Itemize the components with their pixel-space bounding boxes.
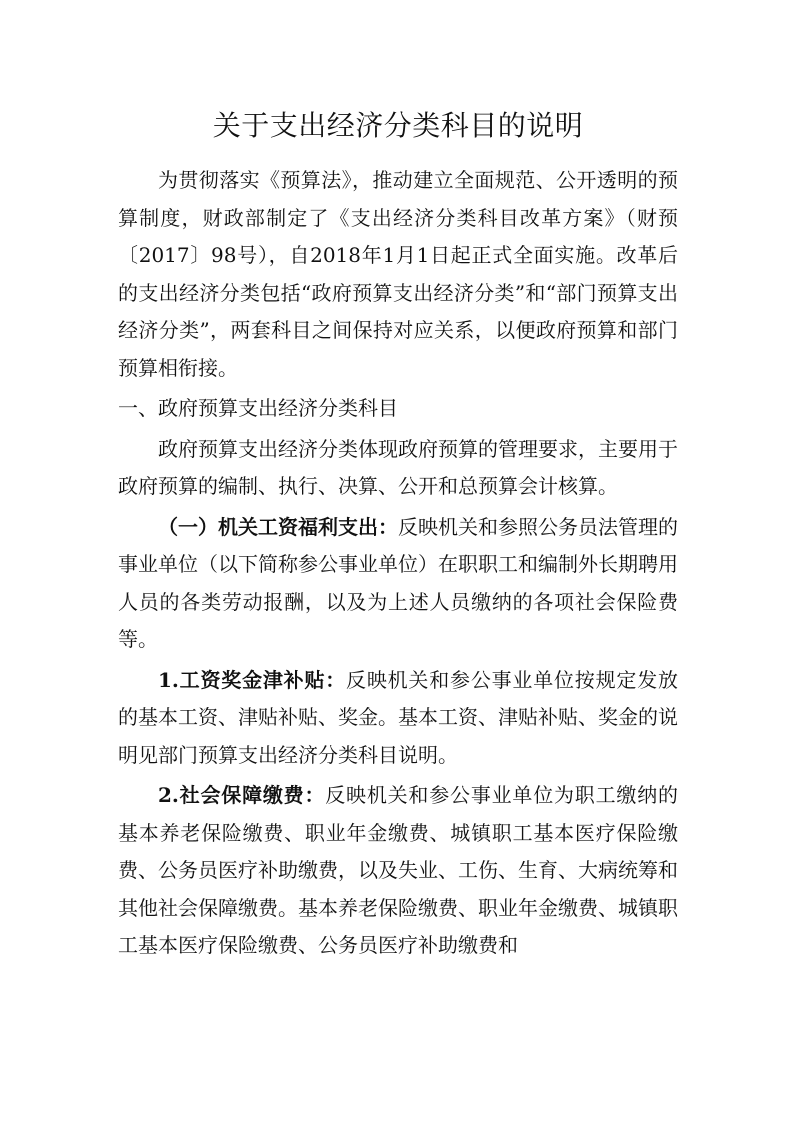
subitem-text-1: 反映机关和参公事业单位按规定发放的基本工资、津贴补贴、奖金。基本工资、津贴补贴、奖金的说明见部门预算支出经济分类科目说明。 — [118, 667, 678, 767]
document-title: 关于支出经济分类科目的说明 — [212, 109, 584, 142]
item-paragraph-1 — [118, 509, 678, 659]
subitem-text-2: 反映机关和参公事业单位为职工缴纳的基本养老保险缴费、职业年金缴费、城镇职工基本医疗保险缴费、公务员医疗补助缴费，以及失业、工伤、生育、大病统筹和其他社会保障缴费。基本养老保险缴费、职业年金缴费、城镇职工基本医疗保险缴费、公务员医疗补助缴费和 — [118, 783, 678, 957]
item-lead-1: （一）机关工资福利支出： — [158, 514, 398, 539]
subitem-paragraph-2 — [118, 777, 678, 965]
section-body-1: 政府预算支出经济分类体现政府预算的管理要求，主要用于政府预算的编制、执行、决算、公开和总预算会计核算。 — [118, 436, 678, 498]
subitem-paragraph-1 — [118, 662, 678, 775]
section-heading-1: 一、政府预算支出经济分类科目 — [118, 396, 398, 420]
intro-paragraph: 为贯彻落实《预算法》，推动建立全面规范、公开透明的预算制度，财政部制定了《支出经济分类科目改革方案》（财预〔2017〕98号），自2018年1月1日起正式全面实施。改革后的支出经济分类包括“政府预算支出经济分类”和“部门预算支出经济分类”，两套科目之间保持对应关系，以便政府预算和部门预算相衔接。 — [118, 168, 678, 380]
subitem-lead-2: 2.社会保障缴费： — [158, 783, 326, 807]
document-page — [118, 104, 678, 968]
item-text-1: 反映机关和参照公务员法管理的事业单位（以下简称参公事业单位）在职职工和编制外长期聘用人员的各类劳动报酬，以及为上述人员缴纳的各项社会保险费等。 — [118, 514, 678, 651]
subitem-lead-1: 1.工资奖金津补贴： — [158, 667, 347, 692]
